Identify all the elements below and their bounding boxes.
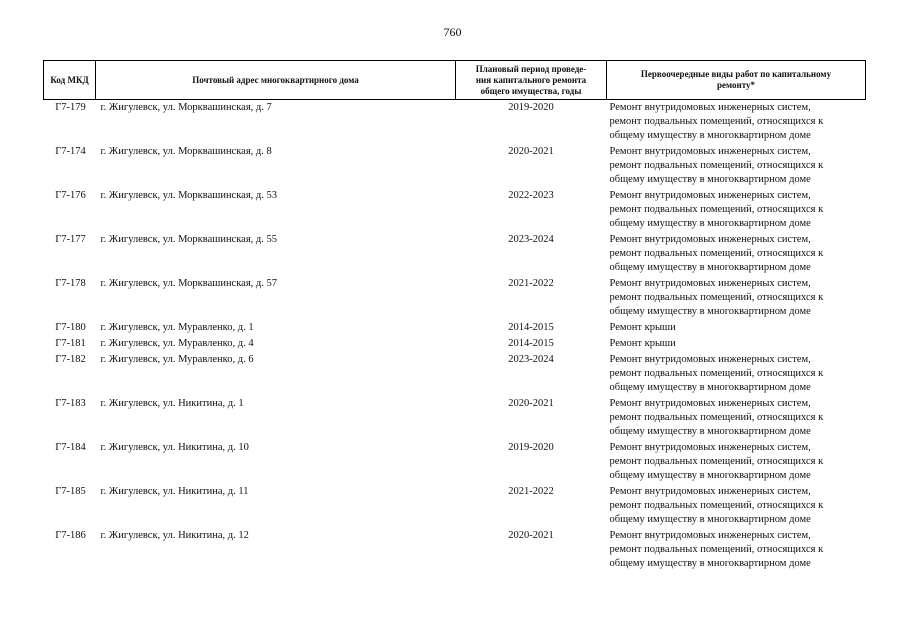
table-row xyxy=(44,485,866,529)
repair-period-cell: 2020-2021 xyxy=(508,146,554,157)
repair-works-line: общему имуществу в многоквартирном доме xyxy=(609,306,811,317)
repair-period-cell: 2014-2015 xyxy=(508,338,554,349)
table-row xyxy=(44,100,866,146)
address-cell: г. Жигулевск, ул. Морквашинская, д. 55 xyxy=(100,234,277,245)
mkd-code-cell: Г7-180 xyxy=(55,322,86,333)
table-row xyxy=(44,353,866,397)
repair-works-line: Ремонт внутридомовых инженерных систем, xyxy=(609,354,811,365)
address-cell: г. Жигулевск, ул. Никитина, д. 11 xyxy=(100,486,249,497)
table-row xyxy=(44,189,866,233)
repair-period-cell: 2023-2024 xyxy=(508,354,554,365)
repair-works-cell xyxy=(607,321,866,337)
address-cell: г. Жигулевск, ул. Морквашинская, д. 7 xyxy=(100,102,272,113)
repair-period-cell: 2020-2021 xyxy=(508,398,554,409)
table-header xyxy=(44,61,866,100)
repair-works-cell xyxy=(607,353,866,397)
repair-period-cell: 2023-2024 xyxy=(508,234,554,245)
mkd-code-cell: Г7-185 xyxy=(55,486,86,497)
header-works-line: Первоочередные виды работ по капитальному xyxy=(640,69,832,79)
table-row xyxy=(44,321,866,337)
address-cell: г. Жигулевск, ул. Никитина, д. 12 xyxy=(100,530,249,541)
mkd-code-cell: Г7-186 xyxy=(55,530,86,541)
repair-works-line: ремонт подвальных помещений, относящихся к xyxy=(609,204,824,215)
repair-works-line: Ремонт внутридомовых инженерных систем, xyxy=(609,530,811,541)
repair-works-line: общему имуществу в многоквартирном доме xyxy=(609,470,811,481)
repair-works-line: ремонт подвальных помещений, относящихся к xyxy=(609,116,824,127)
repair-works-cell xyxy=(607,441,866,485)
repair-works-line: Ремонт внутридомовых инженерных систем, xyxy=(609,102,811,113)
mkd-code-cell: Г7-181 xyxy=(55,338,86,349)
repair-works-line: Ремонт внутридомовых инженерных систем, xyxy=(609,486,811,497)
table-row xyxy=(44,397,866,441)
repair-works-line: Ремонт внутридомовых инженерных систем, xyxy=(609,278,811,289)
repair-works-line: общему имуществу в многоквартирном доме xyxy=(609,426,811,437)
repair-works-line: Ремонт внутридомовых инженерных систем, xyxy=(609,442,811,453)
table-body xyxy=(44,100,866,574)
repair-works-line: ремонт подвальных помещений, относящихся к xyxy=(609,500,824,511)
address-cell: г. Жигулевск, ул. Муравленко, д. 4 xyxy=(100,338,254,349)
header-code: Код МКД xyxy=(44,61,96,100)
repair-works-line: ремонт подвальных помещений, относящихся к xyxy=(609,368,824,379)
mkd-code-cell: Г7-183 xyxy=(55,398,86,409)
header-period-line: Плановый период проведе- xyxy=(475,63,587,74)
mkd-code-cell: Г7-178 xyxy=(55,278,86,289)
table-row xyxy=(44,277,866,321)
repair-works-line: ремонт подвальных помещений, относящихся к xyxy=(609,160,824,171)
repair-period-cell: 2021-2022 xyxy=(508,486,554,497)
repair-works-cell xyxy=(607,485,866,529)
address-cell: г. Жигулевск, ул. Муравленко, д. 1 xyxy=(100,322,254,333)
repair-works-line: общему имуществу в многоквартирном доме xyxy=(609,174,811,185)
repair-works-line: Ремонт крыши xyxy=(609,322,676,333)
repair-period-cell: 2022-2023 xyxy=(508,190,554,201)
repair-period-cell: 2019-2020 xyxy=(508,102,554,113)
table-row xyxy=(44,145,866,189)
repair-works-line: общему имуществу в многоквартирном доме xyxy=(609,514,811,525)
repair-works-line: ремонт подвальных помещений, относящихся к xyxy=(609,412,824,423)
repair-works-line: Ремонт внутридомовых инженерных систем, xyxy=(609,190,811,201)
address-cell: г. Жигулевск, ул. Муравленко, д. 6 xyxy=(100,354,254,365)
header-period xyxy=(456,61,607,100)
repair-works-cell xyxy=(607,397,866,441)
header-period-line: общего имущества, годы xyxy=(480,85,582,96)
repair-works-line: общему имуществу в многоквартирном доме xyxy=(609,130,811,141)
repair-period-cell: 2014-2015 xyxy=(508,322,554,333)
address-cell: г. Жигулевск, ул. Морквашинская, д. 8 xyxy=(100,146,272,157)
repair-works-cell xyxy=(607,189,866,233)
repair-works-line: общему имуществу в многоквартирном доме xyxy=(609,558,811,569)
repair-works-cell xyxy=(607,529,866,573)
header-address: Почтовый адрес многоквартирного дома xyxy=(96,61,456,100)
mkd-code-cell: Г7-177 xyxy=(55,234,86,245)
address-cell: г. Жигулевск, ул. Никитина, д. 1 xyxy=(100,398,244,409)
repair-period-cell: 2019-2020 xyxy=(508,442,554,453)
table-row xyxy=(44,441,866,485)
address-cell: г. Жигулевск, ул. Морквашинская, д. 53 xyxy=(100,190,277,201)
repair-works-line: общему имуществу в многоквартирном доме xyxy=(609,382,811,393)
repair-works-line: ремонт подвальных помещений, относящихся к xyxy=(609,292,824,303)
repair-works-line: Ремонт внутридомовых инженерных систем, xyxy=(609,398,811,409)
repair-works-line: ремонт подвальных помещений, относящихся к xyxy=(609,544,824,555)
mkd-code-cell: Г7-176 xyxy=(55,190,86,201)
capital-repair-table xyxy=(43,60,866,573)
repair-works-line: Ремонт крыши xyxy=(609,338,676,349)
address-cell: г. Жигулевск, ул. Никитина, д. 10 xyxy=(100,442,249,453)
repair-works-cell xyxy=(607,277,866,321)
repair-period-cell: 2021-2022 xyxy=(508,278,554,289)
repair-works-line: общему имуществу в многоквартирном доме xyxy=(609,218,811,229)
mkd-code-cell: Г7-182 xyxy=(55,354,86,365)
repair-works-cell xyxy=(607,100,866,146)
repair-works-line: ремонт подвальных помещений, относящихся к xyxy=(609,248,824,259)
mkd-code-cell: Г7-174 xyxy=(55,146,86,157)
repair-works-cell xyxy=(607,233,866,277)
repair-works-line: Ремонт внутридомовых инженерных систем, xyxy=(609,234,811,245)
repair-works-line: общему имуществу в многоквартирном доме xyxy=(609,262,811,273)
repair-works-cell xyxy=(607,145,866,189)
header-period-line: ния капитального ремонта xyxy=(475,74,587,85)
repair-period-cell: 2020-2021 xyxy=(508,530,554,541)
address-cell: г. Жигулевск, ул. Морквашинская, д. 57 xyxy=(100,278,277,289)
header-works xyxy=(607,61,866,100)
table-row xyxy=(44,233,866,277)
table-row xyxy=(44,529,866,573)
repair-works-line: ремонт подвальных помещений, относящихся к xyxy=(609,456,824,467)
mkd-code-cell: Г7-179 xyxy=(55,102,86,113)
page-number: 760 xyxy=(443,25,462,39)
table-row xyxy=(44,337,866,353)
repair-works-cell xyxy=(607,337,866,353)
repair-works-line: Ремонт внутридомовых инженерных систем, xyxy=(609,146,811,157)
mkd-code-cell: Г7-184 xyxy=(55,442,86,453)
header-works-line: ремонту* xyxy=(717,80,755,90)
